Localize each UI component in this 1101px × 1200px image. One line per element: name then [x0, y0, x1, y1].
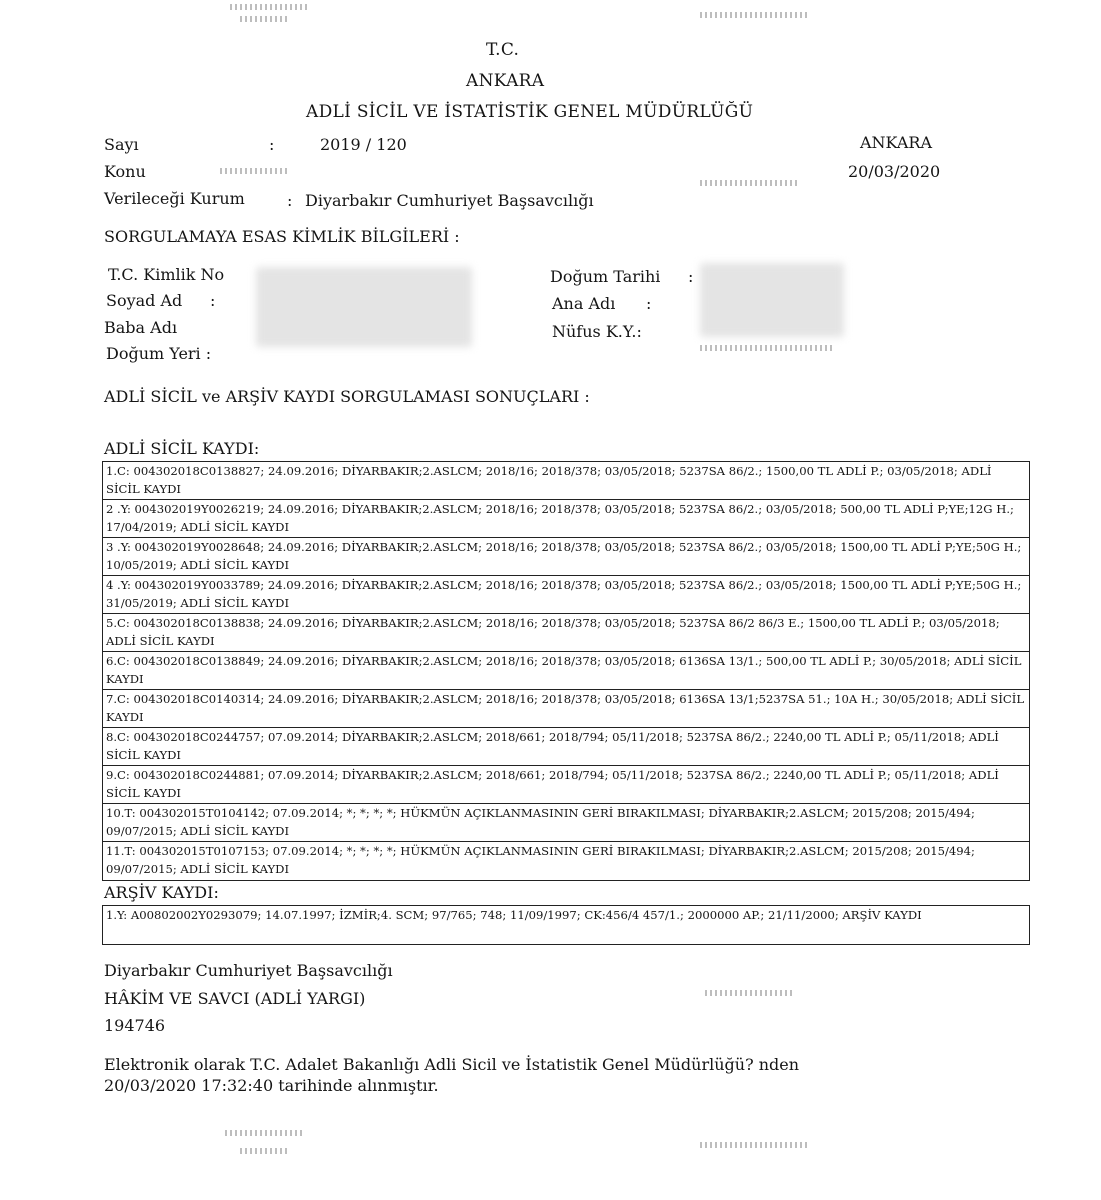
arsiv-heading: ARŞİV KAYDI:	[104, 883, 219, 902]
dogum-yeri-label: Doğum Yeri :	[106, 344, 212, 363]
issue-date: 20/03/2020	[848, 162, 941, 181]
scan-noise-bottom-left-2	[240, 1148, 290, 1154]
identity-heading: SORGULAMAYA ESAS KİMLİK BİLGİLERİ :	[104, 227, 460, 246]
sicil-table	[102, 461, 1030, 881]
ana-label: Ana Adı	[552, 294, 616, 313]
scan-noise-nufus	[700, 345, 835, 351]
record-row: 9.C: 004302018C0244881; 07.09.2014; DİYARBAKIR;2.ASLCM; 2018/661; 2018/794; 05/11/2018; 5237SA 86/2.; 2240,00 TL ADLİ P.; 05/11/2018; ADLİ SİCİL KAYDI	[103, 766, 1029, 804]
footer-note-line2: 20/03/2020 17:32:40 tarihinde alınmıştır.	[104, 1076, 439, 1095]
baba-label: Baba Adı	[104, 318, 178, 337]
footer-code: 194746	[104, 1016, 166, 1035]
dogum-tarihi-colon: :	[688, 267, 694, 286]
nufus-label: Nüfus K.Y.:	[552, 322, 642, 341]
issue-city: ANKARA	[860, 133, 933, 152]
scan-noise-bottom-right	[700, 1142, 810, 1148]
ana-colon: :	[646, 294, 652, 313]
scan-noise-top-left-2	[240, 16, 290, 22]
record-row: 10.T: 004302015T0104142; 07.09.2014; *; *; *; *; HÜKMÜN AÇIKLANMASININ GERİ BIRAKILMASI; DİYARBAKIR;2.ASLCM; 2015/208; 2015/494; 09/07/2015; ADLİ SİCİL KAYDI	[103, 804, 1029, 842]
record-row: 7.C: 004302018C0140314; 24.09.2016; DİYARBAKIR;2.ASLCM; 2018/16; 2018/378; 03/05/2018; 6136SA 13/1;5237SA 51.; 10A H.; 30/05/2018; ADLİ SİCİL KAYDI	[103, 690, 1029, 728]
redacted-identity-left	[256, 267, 472, 347]
footer-note-line1: Elektronik olarak T.C. Adalet Bakanlığı Adli Sicil ve İstatistik Genel Müdürlüğü? nden	[104, 1055, 800, 1074]
scan-noise-konu-right	[700, 180, 800, 186]
dogum-tarihi-label: Doğum Tarihi	[550, 267, 661, 286]
sayi-colon: :	[269, 135, 275, 154]
soyad-label: Soyad Ad	[106, 291, 183, 310]
sayi-label: Sayı	[104, 135, 139, 154]
record-row: 6.C: 004302018C0138849; 24.09.2016; DİYARBAKIR;2.ASLCM; 2018/16; 2018/378; 03/05/2018; 6136SA 13/1.; 500,00 TL ADLİ P.; 30/05/2018; ADLİ SİCİL KAYDI	[103, 652, 1029, 690]
record-row: 1.Y: A00802002Y0293079; 14.07.1997; İZMİR;4. SCM; 97/765; 748; 11/09/1997; CK:456/4 457/1.; 2000000 AP.; 21/11/2000; ARŞİV KAYDI	[106, 908, 922, 922]
results-heading: ADLİ SİCİL ve ARŞİV KAYDI SORGULAMASI SONUÇLARI :	[104, 387, 590, 406]
record-row: 11.T: 004302015T0107153; 07.09.2014; *; *; *; *; HÜKMÜN AÇIKLANMASININ GERİ BIRAKILMASI; DİYARBAKIR;2.ASLCM; 2015/208; 2015/494; 09/07/2015; ADLİ SİCİL KAYDI	[106, 844, 975, 876]
record-row: 5.C: 004302018C0138838; 24.09.2016; DİYARBAKIR;2.ASLCM; 2018/16; 2018/378; 03/05/2018; 5237SA 86/2 86/3 E.; 1500,00 TL ADLİ P.; 03/05/2018; ADLİ SİCİL KAYDI	[103, 614, 1029, 652]
header-city: ANKARA	[466, 71, 545, 91]
record-row: 4 .Y: 004302019Y0033789; 24.09.2016; DİYARBAKIR;2.ASLCM; 2018/16; 2018/378; 03/05/2018; 5237SA 86/2.; 03/05/2018; 1500,00 TL ADLİ P;YE;50G H.; 31/05/2019; ADLİ SİCİL KAYDI	[103, 576, 1029, 614]
sicil-heading: ADLİ SİCİL KAYDI:	[104, 439, 260, 458]
header-tc: T.C.	[486, 40, 520, 60]
arsiv-table	[102, 905, 1030, 945]
record-row: 1.C: 004302018C0138827; 24.09.2016; DİYARBAKIR;2.ASLCM; 2018/16; 2018/378; 03/05/2018; 5237SA 86/2.; 1500,00 TL ADLİ P.; 03/05/2018; ADLİ SİCİL KAYDI	[103, 462, 1029, 500]
sayi-value: 2019 / 120	[320, 135, 407, 154]
scan-noise-bottom-left	[225, 1130, 305, 1136]
record-row: 3 .Y: 004302019Y0028648; 24.09.2016; DİYARBAKIR;2.ASLCM; 2018/16; 2018/378; 03/05/2018; 5237SA 86/2.; 03/05/2018; 1500,00 TL ADLİ P;YE;50G H.; 10/05/2019; ADLİ SİCİL KAYDI	[103, 538, 1029, 576]
scan-noise-top-right	[700, 12, 810, 18]
record-row: 2 .Y: 004302019Y0026219; 24.09.2016; DİYARBAKIR;2.ASLCM; 2018/16; 2018/378; 03/05/2018; 5237SA 86/2.; 03/05/2018; 500,00 TL ADLİ P;YE;12G H.; 17/04/2019; ADLİ SİCİL KAYDI	[103, 500, 1029, 538]
redacted-identity-right	[700, 263, 844, 337]
kurum-colon: :	[287, 191, 293, 210]
footer-institution: Diyarbakır Cumhuriyet Başsavcılığı	[104, 961, 393, 980]
konu-label: Konu	[104, 162, 146, 181]
scan-noise-konu	[220, 168, 290, 174]
header-directorate: ADLİ SİCİL VE İSTATİSTİK GENEL MÜDÜRLÜĞÜ	[306, 102, 754, 122]
footer-role: HÂKİM VE SAVCI (ADLİ YARGI)	[104, 989, 366, 1008]
soyad-colon: :	[210, 291, 216, 310]
scan-noise-top-left	[230, 4, 310, 10]
tc-label: T.C. Kimlik No	[108, 265, 225, 284]
record-row: 8.C: 004302018C0244757; 07.09.2014; DİYARBAKIR;2.ASLCM; 2018/661; 2018/794; 05/11/2018; 5237SA 86/2.; 2240,00 TL ADLİ P.; 05/11/2018; ADLİ SİCİL KAYDI	[103, 728, 1029, 766]
kurum-label: Verileceği Kurum	[104, 189, 245, 208]
scan-noise-footer-right	[705, 990, 795, 996]
kurum-value: Diyarbakır Cumhuriyet Başsavcılığı	[305, 191, 594, 210]
